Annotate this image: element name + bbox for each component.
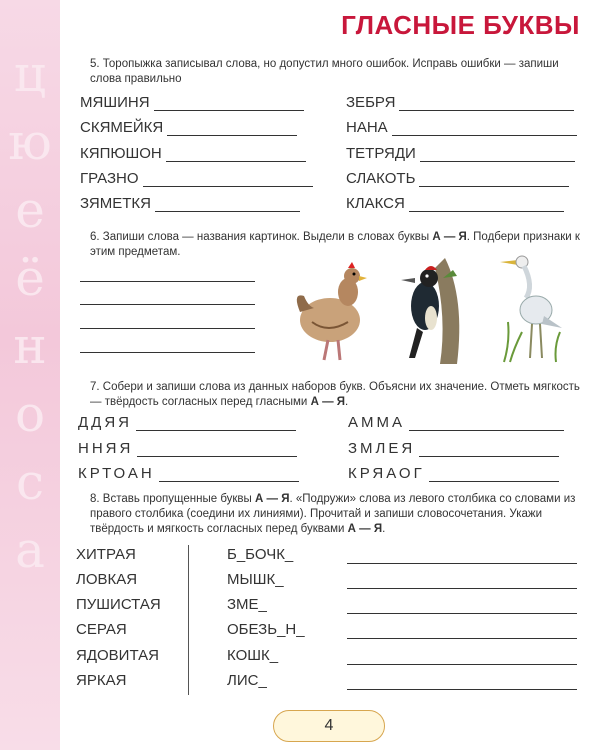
adjective[interactable]: ХИТРАЯ (76, 546, 136, 563)
noun-with-blank[interactable]: ОБЕЗЬ_Н_ (227, 621, 305, 638)
decorative-letters: ц ю е ё н о с а (8, 45, 52, 579)
hen-icon (288, 262, 370, 364)
noun-with-blank[interactable]: Б_БОЧК_ (227, 546, 294, 563)
answer-line[interactable] (409, 429, 564, 431)
answer-line[interactable] (347, 612, 577, 614)
answer-line[interactable] (347, 663, 577, 665)
task-5-right-row: КЛАКСЯ (346, 195, 564, 212)
column-divider (188, 545, 189, 695)
adjective[interactable]: ЛОВКАЯ (76, 571, 138, 588)
answer-line[interactable] (347, 562, 577, 564)
task-5-instruction: 5. Торопыжка записывал слова, но допустил много ошибок. Исправь ошибки — запиши слова правильно (90, 58, 559, 85)
answer-line[interactable] (80, 280, 255, 282)
task-7-left-row: КРТОАН (78, 465, 299, 482)
noun-with-blank[interactable]: КОШК_ (227, 647, 279, 664)
answer-line[interactable] (347, 688, 577, 690)
task-5-right-row: НАНА (346, 119, 577, 136)
task-5-left-row: КЯПЮШОН (80, 145, 306, 162)
task-7-right-row: ЗМЛЕЯ (348, 440, 559, 457)
task-7-right-row: АММА (348, 414, 564, 431)
task-6-instruction: 6. Запиши слова — названия картинок. Выдели в словах буквы А — Я. Подбери признаки к этим предметам. (90, 231, 580, 258)
task-7-right-row: КРЯАОГ (348, 465, 559, 482)
woodpecker-icon (395, 258, 470, 364)
answer-line[interactable] (167, 134, 297, 136)
answer-line[interactable] (347, 587, 577, 589)
task-8-instruction: 8. Вставь пропущенные буквы А — Я. «Подружи» слова из левого столбика со словами из правого столбика (соедини их линиями). Прочитай и запиши словосочетания. Укажи твёрдость и мягкость согласных перед буквами А — Я. (90, 493, 576, 535)
answer-line[interactable] (409, 210, 564, 212)
noun-with-blank[interactable]: ЛИС_ (227, 672, 267, 689)
page-title: ГЛАСНЫЕ БУКВЫ (341, 10, 580, 40)
task-7-left-row: ДДЯЯ (78, 414, 296, 431)
decorative-side-strip (0, 0, 60, 750)
answer-line[interactable] (80, 303, 255, 305)
answer-line[interactable] (166, 160, 306, 162)
adjective[interactable]: ЯРКАЯ (76, 672, 127, 689)
answer-line[interactable] (80, 351, 255, 353)
answer-line[interactable] (136, 429, 296, 431)
answer-line[interactable] (137, 455, 297, 457)
answer-line[interactable] (419, 455, 559, 457)
answer-line[interactable] (154, 109, 304, 111)
noun-with-blank[interactable]: МЫШК_ (227, 571, 284, 588)
answer-line[interactable] (159, 480, 299, 482)
task-5-left-row: ГРАЗНО (80, 170, 313, 187)
worksheet-page (60, 0, 600, 750)
task-5-left-row: ЗЯМЕТКЯ (80, 195, 300, 212)
answer-line[interactable] (143, 185, 313, 187)
heron-icon (500, 252, 565, 364)
answer-line[interactable] (420, 160, 575, 162)
task-5-right-row: ЗЕБРЯ (346, 94, 574, 111)
answer-line[interactable] (155, 210, 300, 212)
answer-line[interactable] (347, 637, 577, 639)
task-5-left-row: МЯШИНЯ (80, 94, 304, 111)
task-5-right-row: ТЕТРЯДИ (346, 145, 575, 162)
answer-line[interactable] (80, 327, 255, 329)
answer-line[interactable] (429, 480, 559, 482)
task-7-instruction: 7. Собери и запиши слова из данных наборов букв. Объясни их значение. Отметь мягкость — твёрдость согласных перед гласными А — Я. (90, 381, 580, 408)
task-7-left-row: ННЯЯ (78, 440, 297, 457)
task-5-right-row: СЛАКОТЬ (346, 170, 569, 187)
adjective[interactable]: ПУШИСТАЯ (76, 596, 161, 613)
page-number: 4 (273, 710, 385, 742)
answer-line[interactable] (419, 185, 569, 187)
task-5-left-row: СКЯМЕЙКЯ (80, 119, 297, 136)
noun-with-blank[interactable]: ЗМЕ_ (227, 596, 267, 613)
adjective[interactable]: СЕРАЯ (76, 621, 127, 638)
answer-line[interactable] (392, 134, 577, 136)
answer-line[interactable] (399, 109, 574, 111)
adjective[interactable]: ЯДОВИТАЯ (76, 647, 159, 664)
